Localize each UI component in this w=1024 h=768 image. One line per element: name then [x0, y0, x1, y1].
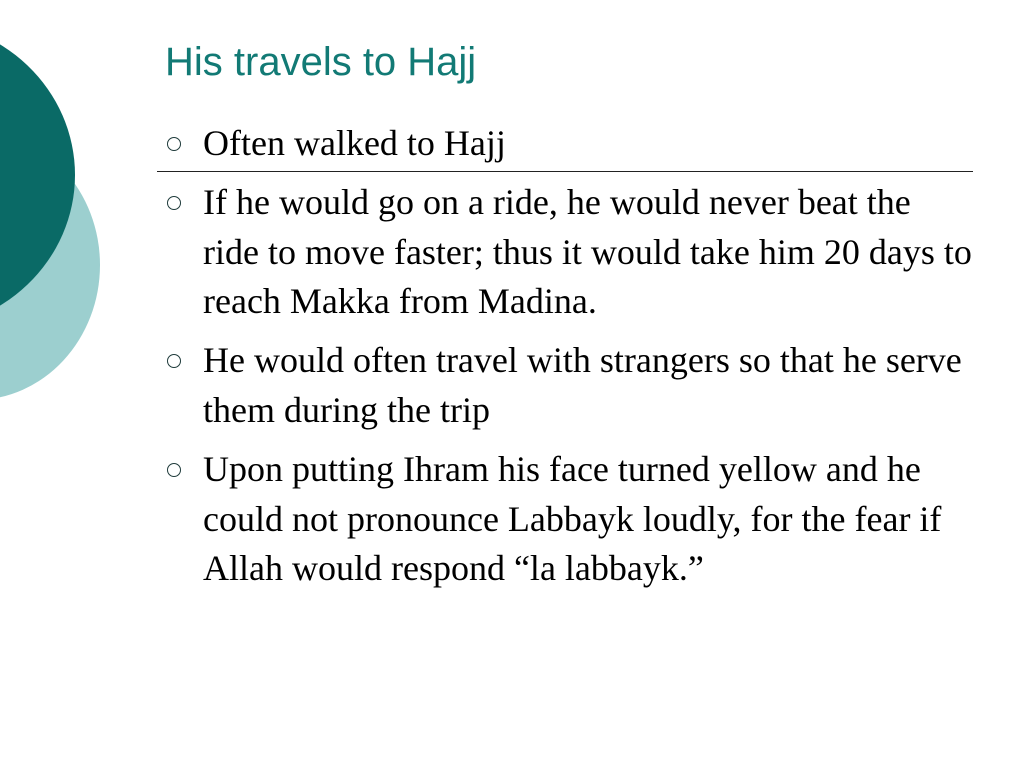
- bullet-item-2: [160, 178, 970, 327]
- bullet-text: Often walked to Hajj: [203, 123, 506, 163]
- bullet-item-3: [160, 336, 970, 435]
- hollow-circle-bullet-icon: [167, 137, 181, 151]
- hollow-circle-bullet-icon: [167, 354, 181, 368]
- hollow-circle-bullet-icon: [167, 196, 181, 210]
- bullet-text: If he would go on a ride, he would never beat the ride to move faster; thus it would take him 20 days to reach Makka from Madina.: [203, 182, 972, 321]
- bullet-text: He would often travel with strangers so that he serve them during the trip: [203, 340, 962, 430]
- bullet-item-1: [160, 119, 970, 169]
- bullet-text: Upon putting Ihram his face turned yellow and he could not pronounce Labbayk loudly, for the fear if Allah would respond “la labbayk.”: [203, 449, 942, 588]
- slide-title: His travels to Hajj: [165, 40, 477, 84]
- bullet-item-4: [160, 445, 970, 594]
- hollow-circle-bullet-icon: [167, 463, 181, 477]
- title-divider: [157, 171, 973, 172]
